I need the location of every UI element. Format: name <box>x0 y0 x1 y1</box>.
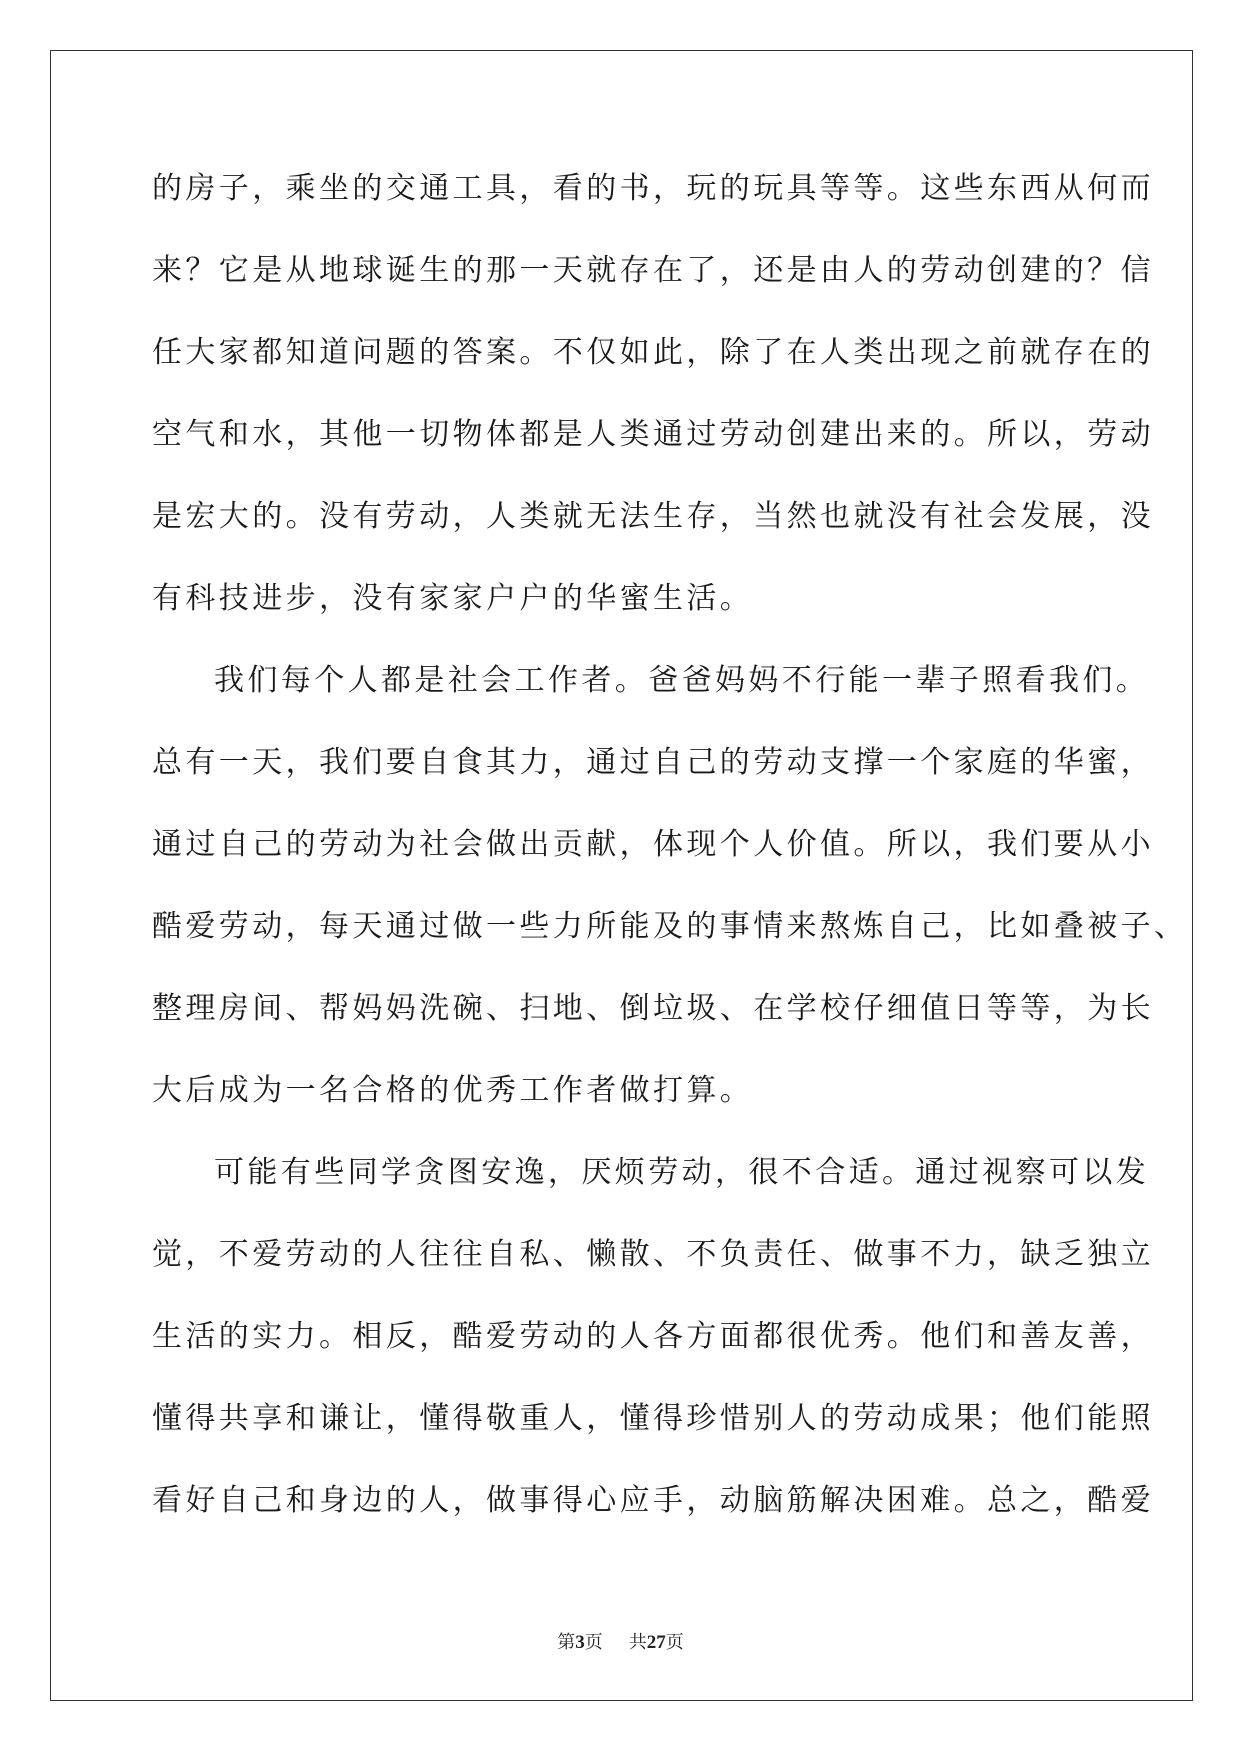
body-text <box>152 162 1188 1556</box>
text-line: 总有一天，我们要自食其力，通过自己的劳动支撑一个家庭的华蜜， <box>152 745 1154 780</box>
text-line: 空气和水，其他一切物体都是人类通过劳动创建出来的。所以，劳动 <box>152 417 1154 452</box>
text-line: 的房子，乘坐的交通工具，看的书，玩的玩具等等。这些东西从何而 <box>152 171 1154 206</box>
text-line: 看好自己和身边的人，做事得心应手，动脑筋解决困难。总之，酷爱 <box>152 1483 1154 1518</box>
page-prefix: 第 <box>557 1632 576 1653</box>
paragraph-start-line: 可能有些同学贪图安逸，厌烦劳动，很不合适。通过视察可以发 <box>214 1155 1150 1190</box>
text-line: 有科技进步，没有家家户户的华蜜生活。 <box>152 581 754 616</box>
text-line: 懂得共享和谦让，懂得敬重人，懂得珍惜别人的劳动成果；他们能照 <box>152 1401 1154 1436</box>
text-line: 是宏大的。没有劳动，人类就无法生存，当然也就没有社会发展，没 <box>152 499 1154 534</box>
text-line: 整理房间、帮妈妈洗碗、扫地、倒垃圾、在学校仔细值日等等，为长 <box>152 991 1154 1026</box>
total-prefix: 共 <box>628 1632 647 1653</box>
text-line: 生活的实力。相反，酷爱劳动的人各方面都很优秀。他们和善友善， <box>152 1319 1154 1354</box>
text-line: 任大家都知道问题的答案。不仅如此，除了在人类出现之前就存在的 <box>152 335 1154 370</box>
text-line: 酷爱劳动，每天通过做一些力所能及的事情来熬炼自己，比如叠被子、 <box>152 909 1188 944</box>
paragraph-start-line: 我们每个人都是社会工作者。爸爸妈妈不行能一辈子照看我们。 <box>214 663 1150 698</box>
text-line: 大后成为一名合格的优秀工作者做打算。 <box>152 1073 754 1108</box>
text-line: 觉，不爱劳动的人往往自私、懒散、不负责任、做事不力，缺乏独立 <box>152 1237 1154 1272</box>
total-pages: 27 <box>646 1632 666 1653</box>
page-suffix: 页 <box>584 1632 603 1653</box>
total-suffix: 页 <box>665 1632 684 1653</box>
page-footer <box>0 1628 1241 1654</box>
page-number: 3 <box>575 1632 585 1653</box>
text-line: 来？它是从地球诞生的那一天就存在了，还是由人的劳动创建的？信 <box>152 253 1154 288</box>
text-line: 通过自己的劳动为社会做出贡献，体现个人价值。所以，我们要从小 <box>152 827 1154 862</box>
